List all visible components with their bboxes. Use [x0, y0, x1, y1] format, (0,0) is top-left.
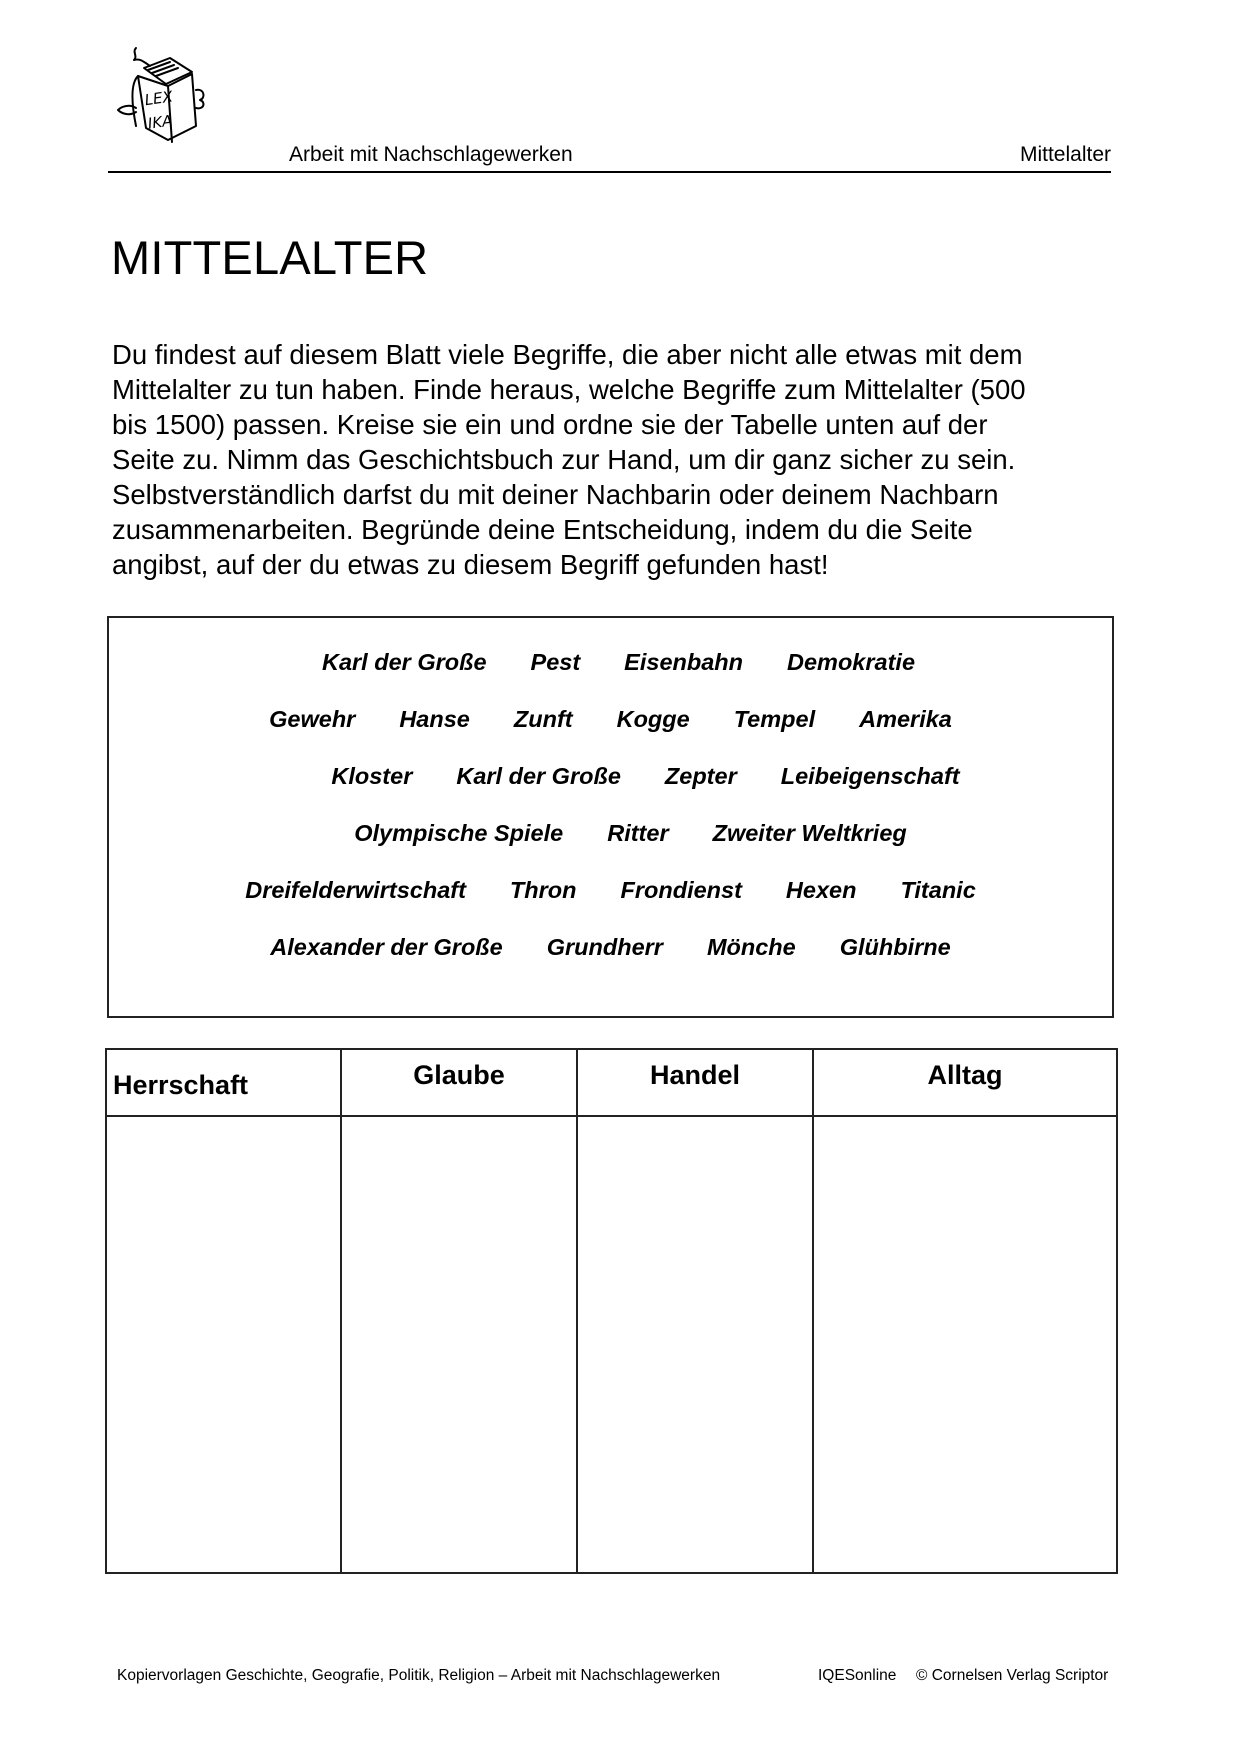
header-divider	[108, 171, 1111, 173]
term-row	[109, 649, 1120, 676]
term[interactable]: Grundherr	[546, 934, 663, 960]
term[interactable]: Karl der Große	[321, 649, 487, 675]
table-row	[106, 1116, 1117, 1573]
term-row	[109, 820, 1112, 847]
term[interactable]: Titanic	[900, 877, 976, 903]
answer-cell-herrschaft[interactable]	[106, 1116, 341, 1573]
term[interactable]: Hanse	[399, 706, 470, 732]
term[interactable]: Amerika	[859, 706, 952, 732]
answer-cell-handel[interactable]	[577, 1116, 813, 1573]
term[interactable]: Tempel	[733, 706, 816, 732]
logo-text-ika: IKA	[146, 111, 174, 133]
term[interactable]: Dreifelderwirtschaft	[245, 877, 466, 903]
term[interactable]: Zepter	[664, 763, 737, 789]
term[interactable]: Glühbirne	[839, 934, 951, 960]
category-table	[105, 1048, 1118, 1574]
column-header-glaube: Glaube	[341, 1049, 577, 1116]
term[interactable]: Frondienst	[620, 877, 742, 903]
intro-line: Selbstverständlich darfst du mit deiner Nachbarin oder deinem Nachbarn	[112, 479, 999, 510]
intro-line: Seite zu. Nimm das Geschichtsbuch zur Hand, um dir ganz sicher zu sein.	[112, 444, 1016, 475]
table-header-row	[106, 1049, 1117, 1116]
term[interactable]: Eisenbahn	[624, 649, 744, 675]
column-header-handel: Handel	[577, 1049, 813, 1116]
term[interactable]: Karl der Große	[456, 763, 621, 789]
intro-line: angibst, auf der du etwas zu diesem Begriff gefunden hast!	[112, 549, 829, 580]
term[interactable]: Alexander der Große	[270, 934, 503, 960]
term[interactable]: Kogge	[616, 706, 690, 732]
term-box	[107, 616, 1114, 1018]
term[interactable]: Gewehr	[269, 706, 356, 732]
header-subject: Arbeit mit Nachschlagewerken	[289, 143, 573, 166]
intro-line: Mittelalter zu tun haben. Finde heraus, welche Begriffe zum Mittelalter (500	[112, 374, 1026, 405]
column-header-alltag: Alltag	[813, 1049, 1117, 1116]
term[interactable]: Olympische Spiele	[354, 820, 564, 846]
answer-cell-glaube[interactable]	[341, 1116, 577, 1573]
footer-platform: IQESonline	[818, 1667, 897, 1684]
term[interactable]: Demokratie	[787, 649, 916, 675]
page-title: MITTELALTER	[111, 231, 429, 284]
logo-text-lex: LEX	[143, 87, 174, 110]
term[interactable]: Ritter	[607, 820, 669, 846]
intro-paragraph	[112, 337, 1112, 582]
header-topic: Mittelalter	[1019, 143, 1111, 166]
term[interactable]: Pest	[530, 649, 581, 675]
term[interactable]: Hexen	[785, 877, 857, 903]
term-row	[109, 706, 1112, 733]
term[interactable]: Leibeigenschaft	[780, 763, 960, 789]
answer-cell-alltag[interactable]	[813, 1116, 1117, 1573]
term-row	[109, 763, 1112, 790]
intro-line: Du findest auf diesem Blatt viele Begriffe, die aber nicht alle etwas mit dem	[112, 339, 1023, 370]
lexika-logo	[114, 46, 224, 146]
term[interactable]: Mönche	[706, 934, 796, 960]
term-row	[109, 934, 1112, 961]
term[interactable]: Kloster	[331, 763, 413, 789]
term-row	[109, 877, 1112, 904]
footer-copyright: © Cornelsen Verlag Scriptor	[916, 1667, 1109, 1684]
footer-series: Kopiervorlagen Geschichte, Geografie, Politik, Religion – Arbeit mit Nachschlagewerken	[117, 1667, 721, 1684]
term[interactable]: Zweiter Weltkrieg	[712, 820, 907, 846]
term[interactable]: Thron	[509, 877, 577, 903]
intro-line: bis 1500) passen. Kreise sie ein und ordne sie der Tabelle unten auf der	[112, 409, 988, 440]
term[interactable]: Zunft	[513, 706, 573, 732]
intro-line: zusammenarbeiten. Begründe deine Entscheidung, indem du die Seite	[112, 514, 973, 545]
column-header-herrschaft: Herrschaft	[106, 1049, 341, 1116]
